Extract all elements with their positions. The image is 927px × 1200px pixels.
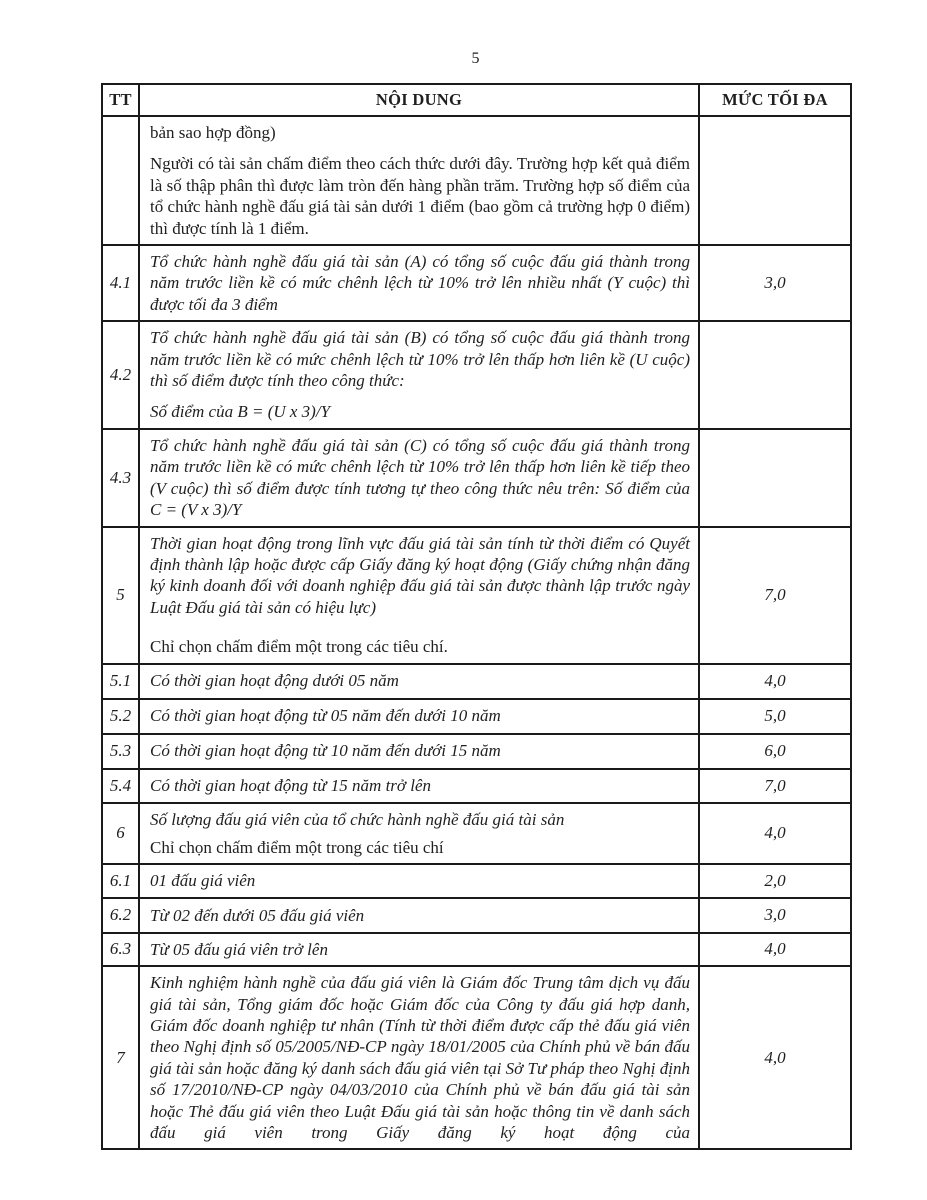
table-row-5-3 (102, 734, 851, 769)
content-paragraph: Có thời gian hoạt động từ 10 năm đến dưới 15 năm (150, 741, 501, 761)
table-row-4-2 (102, 321, 851, 429)
content-paragraph: Kinh nghiệm hành nghề của đấu giá viên là Giám đốc Trung tâm dịch vụ đấu giá tài sản, Tổng giám đốc hoặc Giám đốc của Công ty đấu giá hợp danh, Giám đốc doanh nghiệp tư nhân (Tính từ thời điểm được cấp thẻ đấu giá viên theo Nghị định số 05/2005/NĐ-CP ngày 18/01/2005 của Chính phủ về bán đấu giá tài sản hoặc đăng ký danh sách đấu giá viên tại Sở Tư pháp theo Nghị định số 17/2010/NĐ-CP ngày 04/03/2010 của Chính phủ về bán đấu giá tài sản hoặc Thẻ đấu giá viên theo Luật Đấu giá tài sản hoặc thông tin về danh sách đấu giá viên trong Giấy đăng ký hoạt động của (150, 973, 690, 1142)
content-paragraph: Có thời gian hoạt động dưới 05 năm (150, 671, 399, 691)
score-cell (699, 116, 851, 245)
header-muc-toi-da: MỨC TỐI ĐA (699, 84, 851, 116)
score-cell: 4,0 (699, 803, 851, 865)
table-row-6 (102, 803, 851, 865)
row-number-cell: 4.3 (102, 429, 139, 527)
content-cell (139, 429, 699, 527)
content-cell (139, 245, 699, 321)
content-paragraph: Tổ chức hành nghề đấu giá tài sản (A) có tổng số cuộc đấu giá thành trong năm trước liền kề có mức chênh lệch từ 10% trở lên nhiều nhất (Y cuộc) thì được tối đa 3 điểm (150, 252, 690, 314)
score-cell (699, 429, 851, 527)
content-paragraph: Người có tài sản chấm điểm theo cách thức dưới đây. Trường hợp kết quả điểm là số thập phân thì được làm tròn đến hàng phần trăm. Trường hợp số điểm của tổ chức hành nghề đấu giá tài sản dưới 1 điểm (bao gồm cả trường hợp 0 điểm) thì được tính là 1 điểm. (150, 154, 690, 238)
content-paragraph: Thời gian hoạt động trong lĩnh vực đấu giá tài sản tính từ thời điểm có Quyết định thành lập hoặc được cấp Giấy đăng ký hoạt động (Giấy chứng nhận đăng ký kinh doanh đối với doanh nghiệp đấu giá tài sản được thành lập trước ngày Luật Đấu giá tài sản có hiệu lực) (150, 533, 690, 617)
score-cell: 3,0 (699, 898, 851, 933)
row-number-cell (102, 116, 139, 245)
score-cell: 3,0 (699, 245, 851, 321)
row-number-cell: 7 (102, 966, 139, 1149)
score-cell (699, 321, 851, 429)
table-row-intro (102, 116, 851, 245)
content-paragraph: Có thời gian hoạt động từ 15 năm trở lên (150, 775, 432, 795)
content-cell (139, 664, 699, 699)
content-cell (139, 864, 699, 897)
table-row-7 (102, 966, 851, 1149)
content-paragraph: 01 đấu giá viên (150, 871, 256, 891)
content-cell (139, 527, 699, 664)
score-cell: 5,0 (699, 699, 851, 734)
table-row-5-1 (102, 664, 851, 699)
table-row-5-4 (102, 769, 851, 803)
score-cell: 4,0 (699, 966, 851, 1149)
score-cell: 7,0 (699, 527, 851, 664)
content-paragraph: Số lượng đấu giá viên của tổ chức hành nghề đấu giá tài sản (150, 809, 565, 829)
score-cell: 7,0 (699, 769, 851, 803)
content-paragraph: Có thời gian hoạt động từ 05 năm đến dưới 10 năm (150, 706, 501, 726)
score-cell: 2,0 (699, 864, 851, 897)
content-cell (139, 699, 699, 734)
content-paragraph: bản sao hợp đồng) (150, 123, 276, 142)
content-cell (139, 803, 699, 865)
table-row-4-3 (102, 429, 851, 527)
content-paragraph: Chỉ chọn chấm điểm một trong các tiêu chí. (150, 637, 448, 657)
content-paragraph: Chỉ chọn chấm điểm một trong các tiêu chí (150, 837, 444, 857)
content-paragraph: Từ 05 đấu giá viên trở lên (150, 939, 328, 959)
content-paragraph: Từ 02 đến dưới 05 đấu giá viên (150, 905, 365, 925)
content-cell (139, 734, 699, 769)
row-number-cell: 6.1 (102, 864, 139, 897)
score-cell: 4,0 (699, 933, 851, 966)
content-paragraph: Tổ chức hành nghề đấu giá tài sản (B) có tổng số cuộc đấu giá thành trong năm trước liền kề có mức chênh lệch từ 10% trở lên thấp hơn liên kề (U cuộc) thì số điểm được tính theo công thức: (150, 328, 690, 391)
content-cell (139, 769, 699, 803)
row-number-cell: 5.2 (102, 699, 139, 734)
scoring-criteria-table (101, 83, 852, 1150)
page-number: 5 (471, 50, 480, 67)
table-row-6-1 (102, 864, 851, 897)
row-number-cell: 6 (102, 803, 139, 865)
row-number-cell: 5.1 (102, 664, 139, 699)
header-noi-dung: NỘI DUNG (139, 84, 699, 116)
content-cell (139, 321, 699, 429)
row-number-cell: 5.3 (102, 734, 139, 769)
header-tt: TT (102, 84, 139, 116)
content-paragraph: Số điểm của B = (U x 3)/Y (150, 402, 331, 422)
content-cell (139, 116, 699, 245)
table-row-4-1 (102, 245, 851, 321)
content-cell (139, 898, 699, 933)
row-number-cell: 5.4 (102, 769, 139, 803)
table-row-6-2 (102, 898, 851, 933)
row-number-cell: 5 (102, 527, 139, 664)
content-cell (139, 966, 699, 1149)
table-row-5-2 (102, 699, 851, 734)
content-paragraph: Tổ chức hành nghề đấu giá tài sản (C) có tổng số cuộc đấu giá thành trong năm trước liền kề có mức chênh lệch từ 10% trở lên thấp hơn liên kề tiếp theo (V cuộc) thì số điểm được tính tương tự theo công thức nêu trên: Số điểm của C = (V x 3)/Y (150, 435, 690, 520)
row-number-cell: 6.3 (102, 933, 139, 966)
table-row-5 (102, 527, 851, 664)
row-number-cell: 4.2 (102, 321, 139, 429)
content-cell (139, 933, 699, 966)
row-number-cell: 4.1 (102, 245, 139, 321)
table-header-row (102, 84, 851, 116)
score-cell: 4,0 (699, 664, 851, 699)
score-cell: 6,0 (699, 734, 851, 769)
table-row-6-3 (102, 933, 851, 966)
row-number-cell: 6.2 (102, 898, 139, 933)
